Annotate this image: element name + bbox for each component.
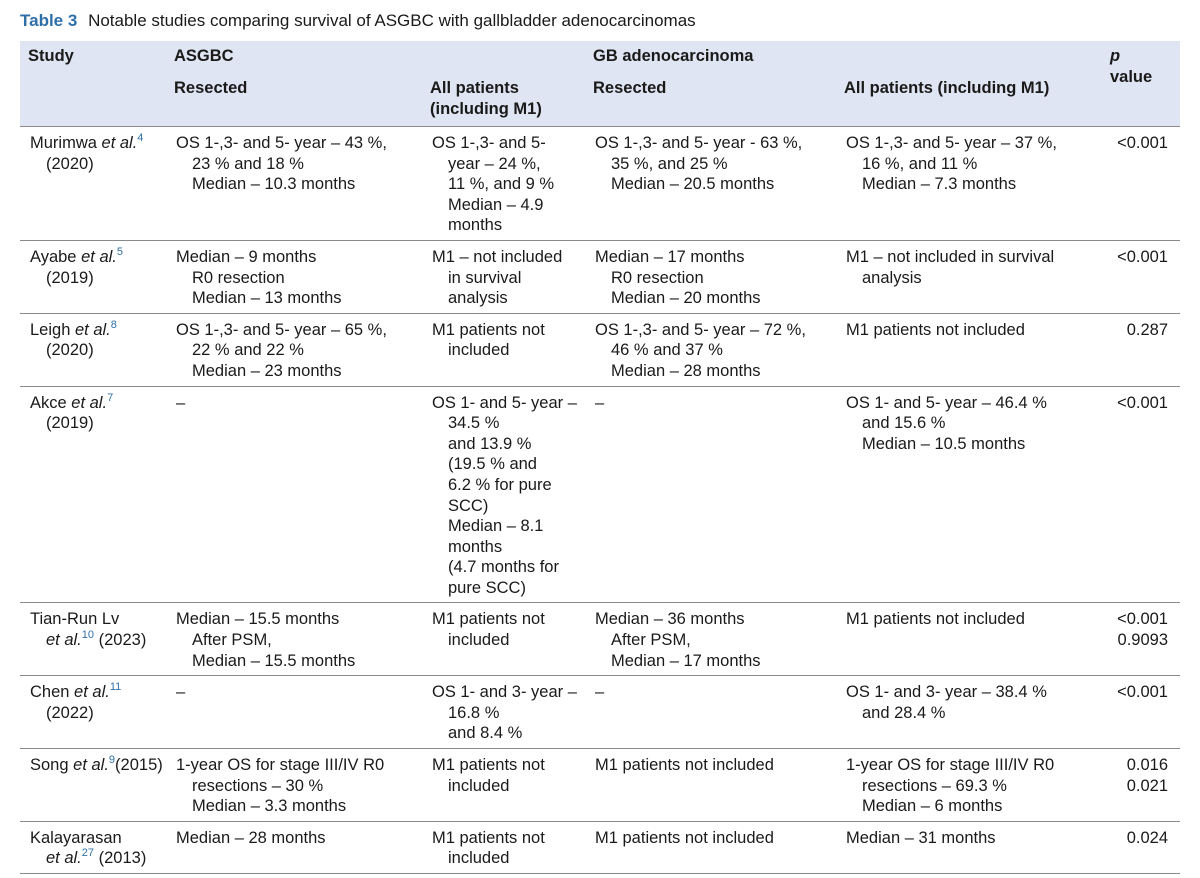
p-value-cell [1100,676,1180,749]
p-value: <0.001 [1117,247,1168,266]
cell-line: M1 patients not included [595,828,774,847]
header-gb: GB adenocarcinoma [593,47,754,65]
cell-line: 1-year OS for stage III/IV R0 [176,756,385,775]
cell-line: Median – 3.3 months [192,797,347,816]
table-body [20,127,1180,874]
cell-line: M1 – not included [432,247,563,266]
gb-all-cell [836,127,1100,241]
header-value: value [1110,67,1153,86]
study-author: Murimwa [30,134,97,152]
asgbc-resected-cell [166,676,422,749]
header-gb-all: All patients (including M1) [844,79,1050,97]
header-gb-resected: Resected [593,79,667,97]
cell-line: 16 %, and 11 % [862,154,978,173]
cell-line: R0 resection [611,268,704,287]
header-asgbc-resected: Resected [174,79,248,97]
study-year-line [30,703,162,724]
table-row [20,749,1180,822]
study-author-line [30,755,166,776]
study-cell [20,749,166,822]
p-value: 0.021 [1126,776,1168,795]
study-year-line [30,413,162,434]
study-etal: et al. [71,393,108,412]
cell-line: months [448,537,503,556]
p-value: <0.001 [1117,683,1168,702]
gb-all-cell [836,749,1100,822]
cell-line: 23 % and 18 % [192,154,304,173]
cell-line: After PSM, [611,631,691,650]
cell-line: and 28.4 % [862,703,946,722]
study-author-line [30,609,162,630]
cell-line: Median – 10.5 months [862,434,1026,453]
gb-resected-cell [585,313,836,386]
p-value: 0.016 [1126,756,1168,775]
gb-all-cell [836,821,1100,873]
cell-line: Median – 4.9 [448,195,544,214]
study-author: Kalayarasan [30,828,122,847]
cell-line: Median – 13 months [192,289,342,308]
study-year: (2015) [115,756,163,775]
cell-line: Median – 10.3 months [192,175,356,194]
cell-line: Median – 17 months [595,247,745,266]
study-reference: 9 [108,754,116,767]
cell-line: year – 24 %, [448,154,541,173]
study-year-line [30,340,162,361]
gb-all-cell [836,386,1100,603]
cell-line: M1 patients not [432,828,545,847]
cell-line: included [448,776,510,795]
cell-line: and 15.6 % [862,414,946,433]
study-etal: et al. [101,134,138,152]
header-asgbc: ASGBC [174,47,234,65]
table-row [20,313,1180,386]
asgbc-all-cell [422,127,585,241]
p-value-cell [1100,749,1180,822]
p-value: <0.001 [1117,134,1168,152]
cell-line: M1 – not included in survival [846,247,1055,266]
study-year: (2019) [46,414,94,433]
header-asgbc-all-2: (including M1) [430,99,542,118]
table-row [20,386,1180,603]
header-asgbc-all [422,74,585,127]
asgbc-all-cell [422,603,585,676]
table-row [20,127,1180,241]
cell-line: Median – 31 months [846,828,996,847]
gb-resected-cell [585,821,836,873]
cell-line: Median – 36 months [595,610,745,629]
header-study: Study [28,47,74,65]
study-year: (2020) [46,341,94,360]
study-author: Ayabe [30,247,77,266]
cell-line: resections – 30 % [192,776,324,795]
cell-line: Median – 15.5 months [192,651,356,670]
cell-line: 6.2 % for pure [448,475,552,494]
cell-line: analysis [862,268,922,287]
asgbc-resected-cell [166,603,422,676]
asgbc-all-cell [422,749,585,822]
study-reference: 7 [107,391,114,404]
study-cell [20,240,166,313]
p-value: 0.287 [1126,320,1168,339]
cell-line: Median – 20.5 months [611,175,775,194]
gb-resected-cell [585,603,836,676]
cell-line: M1 patients not [432,610,545,629]
study-etal: et al. [81,247,117,266]
cell-line: (19.5 % and [448,455,537,474]
study-author-line [30,320,162,341]
p-value: 0.9093 [1117,631,1168,650]
study-reference: 10 [81,629,95,642]
cell-line: OS 1-,3- and 5- year – 37 %, [846,134,1057,152]
table-row [20,676,1180,749]
asgbc-all-cell [422,313,585,386]
cell-line: included [448,849,510,868]
study-year-line [30,154,162,175]
cell-line: Median – 20 months [611,289,761,308]
cell-line: (4.7 months for [448,558,559,577]
study-cell [20,821,166,873]
p-value-cell [1100,240,1180,313]
cell-line: OS 1-,3- and 5- year - 63 %, [595,134,803,152]
asgbc-resected-cell [166,313,422,386]
cell-line: Median – 17 months [611,651,761,670]
asgbc-resected-cell [166,821,422,873]
cell-line: Median – 28 months [611,361,761,380]
study-author-line [30,682,162,703]
cell-line: OS 1- and 5- year – 46.4 % [846,393,1047,412]
study-year: (2022) [46,703,94,722]
cell-line: pure SCC) [448,578,526,597]
study-reference: 5 [116,245,123,258]
asgbc-all-cell [422,386,585,603]
cell-line: resections – 69.3 % [862,776,1007,795]
cell-line: OS 1- and 5- year – [432,393,577,412]
study-author-line [30,247,162,268]
study-etal: et al. [74,683,110,702]
study-etal: et al. [46,849,82,868]
header-p: p [1110,47,1121,65]
study-author: Chen [30,683,70,702]
study-year-line [30,268,162,289]
p-value-cell [1100,127,1180,241]
p-value: <0.001 [1117,393,1168,412]
cell-line: M1 patients not included [846,610,1025,629]
gb-all-cell [836,240,1100,313]
study-year: (2013) [98,849,147,868]
study-cell [20,676,166,749]
study-reference: 11 [109,681,122,694]
table-row [20,240,1180,313]
p-value: 0.024 [1126,828,1168,847]
asgbc-all-cell [422,821,585,873]
study-cell [20,386,166,603]
cell-line: OS 1-,3- and 5- year – 65 %, [176,320,387,339]
study-reference: 8 [110,318,117,331]
cell-line: After PSM, [192,631,272,650]
gb-all-cell [836,676,1100,749]
cell-line: OS 1-,3- and 5- year – 43 %, [176,134,387,152]
asgbc-resected-cell [166,386,422,603]
cell-line: 35 %, and 25 % [611,154,728,173]
header-asgbc-all-1: All patients [430,79,519,97]
study-author: Tian-Run Lv [30,610,120,629]
study-reference: 4 [137,132,144,144]
study-cell [20,127,166,241]
cell-line: included [448,631,510,650]
cell-line: – [595,393,605,412]
study-year: (2023) [98,631,147,650]
cell-line: Median – 9 months [176,247,317,266]
asgbc-all-cell [422,676,585,749]
cell-line: M1 patients not [432,320,545,339]
table-row [20,821,1180,873]
cell-line: M1 patients not included [595,756,774,775]
cell-line: 22 % and 22 % [192,341,304,360]
gb-resected-cell [585,127,836,241]
asgbc-resected-cell [166,240,422,313]
cell-line: Median – 15.5 months [176,610,340,629]
cell-line: 46 % and 37 % [611,341,723,360]
cell-line: OS 1-,3- and 5- year – 72 %, [595,320,806,339]
cell-line: analysis [448,289,508,308]
study-author: Song [30,756,69,775]
study-author: Leigh [30,320,71,339]
study-author-line [30,393,162,414]
study-year-line [30,848,162,869]
gb-resected-cell [585,676,836,749]
gb-resected-cell [585,386,836,603]
table-header [20,41,1180,127]
survival-table [20,41,1180,874]
study-author-line [30,828,162,849]
cell-line: – [176,683,186,702]
gb-resected-cell [585,749,836,822]
study-reference: 27 [81,847,95,860]
cell-line: in survival [448,268,522,287]
gb-all-cell [836,313,1100,386]
cell-line: OS 1-,3- and 5- [432,134,546,152]
table-row [20,603,1180,676]
cell-line: SCC) [448,496,489,515]
asgbc-all-cell [422,240,585,313]
table-caption [20,10,696,32]
cell-line: 1-year OS for stage III/IV R0 [846,756,1055,775]
cell-line: Median – 28 months [176,828,326,847]
cell-line: months [448,216,503,235]
study-etal: et al. [73,756,109,775]
gb-all-cell [836,603,1100,676]
cell-line: Median – 6 months [862,797,1003,816]
table-title: Notable studies comparing survival of ASGBC with gallbladder adenocarcinomas [88,11,696,30]
asgbc-resected-cell [166,749,422,822]
gb-resected-cell [585,240,836,313]
study-year-line [30,630,162,651]
p-value-cell [1100,821,1180,873]
table-label: Table 3 [20,11,78,30]
study-cell [20,313,166,386]
cell-line: Median – 7.3 months [862,175,1017,194]
p-value-cell [1100,603,1180,676]
cell-line: – [176,393,186,412]
asgbc-resected-cell [166,127,422,241]
cell-line: M1 patients not [432,756,545,775]
cell-line: 34.5 % [448,414,500,433]
study-author: Akce [30,393,67,412]
cell-line: Median – 8.1 [448,517,544,536]
cell-line: 16.8 % [448,703,500,722]
header-p-value [1100,41,1180,127]
study-year: (2020) [46,154,94,173]
cell-line: M1 patients not included [846,320,1025,339]
p-value-cell [1100,386,1180,603]
p-value-cell [1100,313,1180,386]
cell-line: 11 %, and 9 % [448,175,555,194]
cell-line: R0 resection [192,268,285,287]
study-etal: et al. [74,320,111,339]
study-author-line [30,133,162,154]
cell-line: OS 1- and 3- year – [432,683,577,702]
cell-line: OS 1- and 3- year – 38.4 % [846,683,1047,702]
cell-line: and 8.4 % [448,724,523,743]
study-etal: et al. [46,631,82,650]
cell-line: included [448,341,510,360]
cell-line: Median – 23 months [192,361,342,380]
study-cell [20,603,166,676]
cell-line: and 13.9 % [448,434,532,453]
study-year: (2019) [46,268,94,287]
p-value: <0.001 [1117,610,1168,629]
cell-line: – [595,683,605,702]
